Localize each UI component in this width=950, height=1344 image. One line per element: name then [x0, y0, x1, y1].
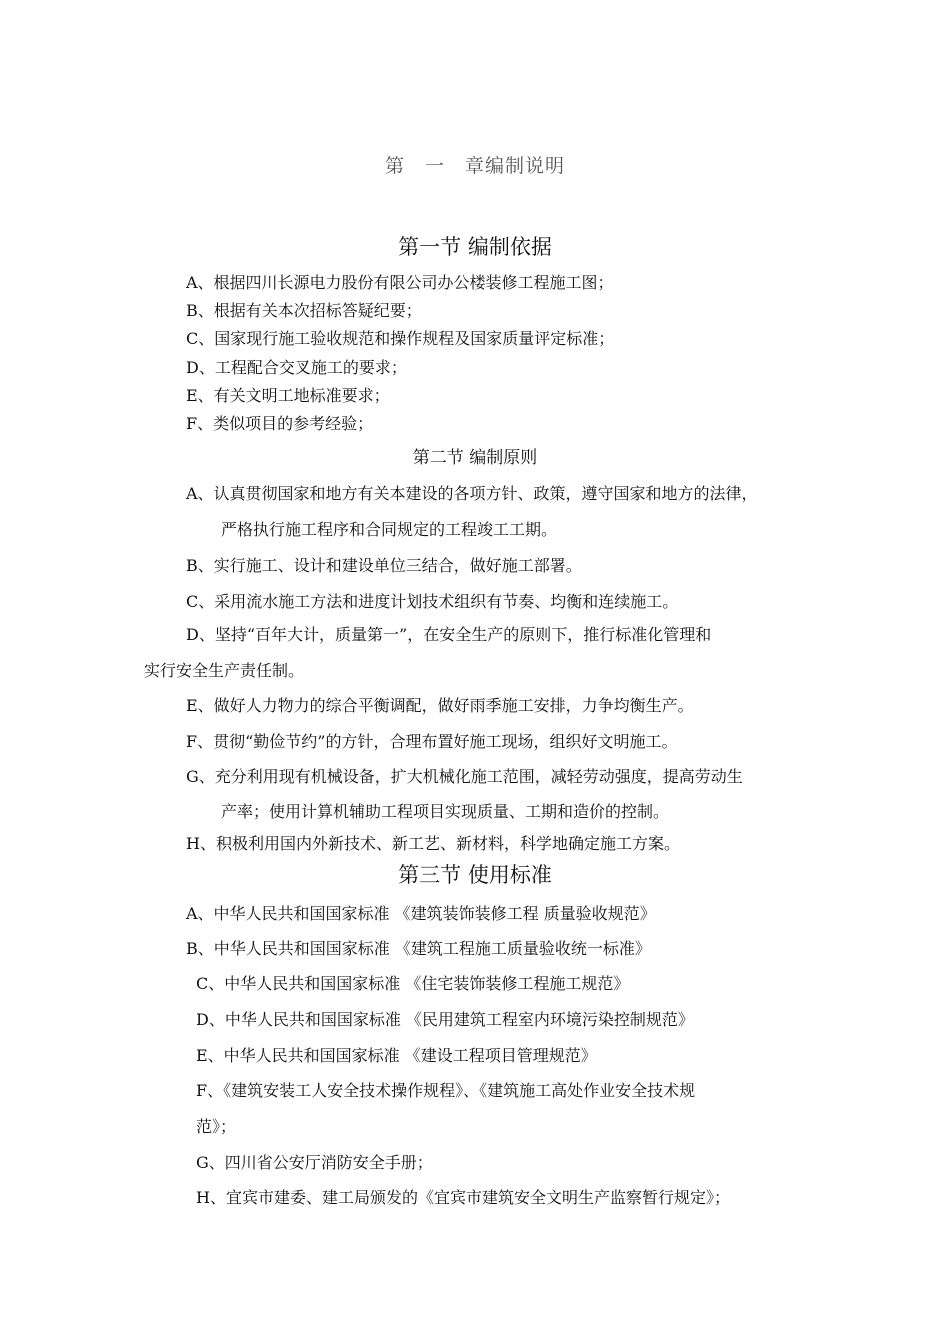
section1-item-b: B、根据有关本次招标答疑纪要； [186, 301, 422, 320]
section2-item-h: H、积极利用国内外新技术、新工艺、新材料，科学地确定施工方案。 [186, 834, 680, 853]
section2-item-d: D、坚持“百年大计，质量第一”，在安全生产的原则下，推行标准化管理和 [186, 625, 712, 644]
section3-item-f: F、《建筑安装工人安全技术操作规程》、《建筑施工高处作业安全技术规 [196, 1081, 696, 1100]
section2-item-a: A、认真贯彻国家和地方有关本建设的各项方针、政策，遵守国家和地方的法律， [186, 484, 758, 503]
chapter-title: 第 一 章编制说明 [384, 155, 565, 177]
section3-title: 第三节 使用标准 [398, 863, 552, 887]
section2-item-f: F、贯彻“勤俭节约”的方针，合理布置好施工现场，组织好文明施工。 [186, 732, 678, 751]
section3-item-g: G、四川省公安厅消防安全手册； [196, 1153, 433, 1172]
section3-item-d: D、中华人民共和国国家标准 《民用建筑工程室内环境污染控制规范》 [196, 1010, 694, 1029]
section2-item-c: C、采用流水施工方法和进度计划技术组织有节奏、均衡和连续施工。 [186, 592, 679, 611]
section2-item-d-cont: 实行安全生产责任制。 [144, 661, 305, 680]
section3-item-a: A、中华人民共和国国家标准 《建筑装饰装修工程 质量验收规范》 [186, 904, 656, 923]
section2-item-g-cont: 产率；使用计算机辅助工程项目实现质量、工期和造价的控制。 [221, 802, 670, 821]
section3-item-e: E、中华人民共和国国家标准 《建设工程项目管理规范》 [196, 1046, 597, 1065]
section2-title: 第二节 编制原则 [412, 448, 538, 468]
section3-item-f-cont: 范》； [196, 1117, 237, 1136]
section1-item-a: A、根据四川长源电力股份有限公司办公楼装修工程施工图； [186, 273, 614, 292]
section1-item-f: F、类似项目的参考经验； [186, 414, 374, 433]
section1-item-d: D、工程配合交叉施工的要求； [186, 358, 407, 377]
section2-item-b: B、实行施工、设计和建设单位三结合，做好施工部署。 [186, 556, 582, 575]
section2-item-g: G、充分利用现有机械设备，扩大机械化施工范围，减轻劳动强度，提高劳动生 [186, 767, 743, 786]
section3-item-b: B、中华人民共和国国家标准 《建筑工程施工质量验收统一标准》 [186, 939, 651, 958]
section1-title: 第一节 编制依据 [398, 235, 552, 259]
section1-item-c: C、国家现行施工验收规范和操作规程及国家质量评定标准； [186, 329, 615, 348]
section2-item-a-cont: 严格执行施工程序和合同规定的工程竣工工期。 [221, 520, 558, 539]
section2-item-e: E、做好人力物力的综合平衡调配，做好雨季施工安排，力争均衡生产。 [186, 696, 694, 715]
section3-item-c: C、中华人民共和国国家标准 《住宅装饰装修工程施工规范》 [196, 974, 630, 993]
section1-item-e: E、有关文明工地标准要求； [186, 386, 390, 405]
section3-item-h: H、宜宾市建委、建工局颁发的《宜宾市建筑安全文明生产监察暂行规定》； [196, 1188, 730, 1207]
